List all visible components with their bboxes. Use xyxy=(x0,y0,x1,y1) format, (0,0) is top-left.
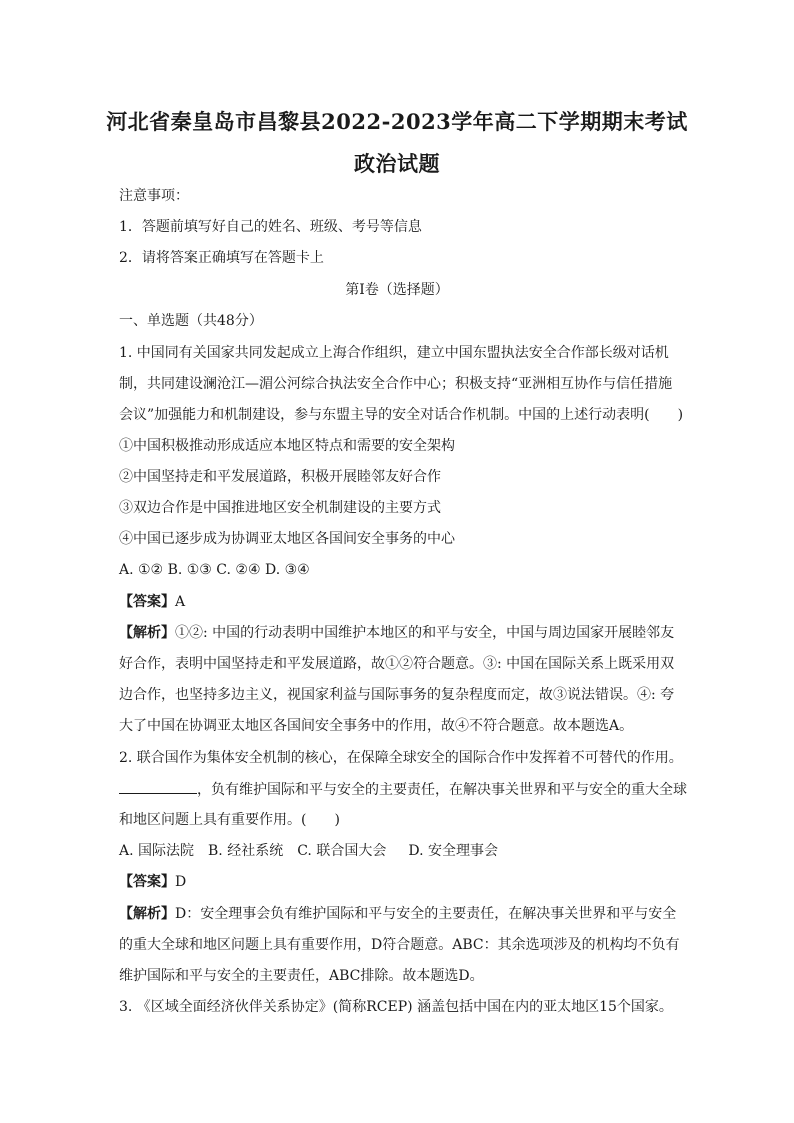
document-title: 河北省秦皇岛市昌黎县2022-2023学年高二下学期期末考试 xyxy=(106,109,688,134)
notice-item-2: 2．请将答案正确填写在答题卡上 xyxy=(119,250,324,266)
q1-options: A. ①② B. ①③ C. ②④ D. ③④ xyxy=(119,562,310,578)
q2-stem-text: ，负有维护国际和平与安全的主要责任，在解决事关世界和平与安全的重大全球 xyxy=(197,782,687,798)
q1-choice-3: ③双边合作是中国推进地区安全机制建设的主要方式 xyxy=(119,500,441,516)
analysis-text: ①②: 中国的行动表明中国维护本地区的和平与安全，中国与周边国家开展睦邻友 xyxy=(175,625,675,641)
answer-tag: 【答案】 xyxy=(119,594,175,610)
q2-stem-line-2 xyxy=(119,779,689,800)
q1-analysis-line-1 xyxy=(119,623,689,643)
q1-analysis-line-2: 好合作，表明中国坚持走和平发展道路，故①②符合题意。③: 中国在国际关系上既采用双 xyxy=(119,656,675,672)
fill-in-blank xyxy=(119,779,197,794)
analysis-tag: 【解析】 xyxy=(119,625,175,641)
q3-stem-line-1: 3. 《区域全面经济伙伴关系协定》(简称RCEP) 涵盖包括中国在内的亚太地区15个国家。 xyxy=(119,999,673,1015)
q2-option-a: A. 国际法院 xyxy=(119,843,195,859)
notice-heading: 注意事项： xyxy=(119,188,189,204)
q1-choice-1: ①中国积极推动形成适应本地区特点和需要的安全架构 xyxy=(119,438,455,454)
answer-value: D xyxy=(175,874,187,890)
q1-stem-line-1: 1. 中国同有关国家共同发起成立上海合作组织，建立中国东盟执法安全合作部长级对话机 xyxy=(119,345,669,361)
q2-analysis-line-3: 维护国际和平与安全的主要责任，ABC排除。故本题选D。 xyxy=(119,968,484,984)
q1-analysis-line-4: 大了中国在协调亚太地区各国间安全事务中的作用，故④不符合题意。故本题选A。 xyxy=(119,718,634,734)
answer-value: A xyxy=(175,594,186,610)
q2-stem-line-1: 2. 联合国作为集体安全机制的核心，在保障全球安全的国际合作中发挥着不可替代的作用。 xyxy=(119,750,683,766)
q2-option-c: C. 联合国大会 xyxy=(297,843,387,859)
q2-option-b: B. 经社系统 xyxy=(208,843,284,859)
q1-answer xyxy=(119,592,689,612)
q2-option-d: D. 安全理事会 xyxy=(408,843,498,859)
section-heading: 一、单选题（共48分） xyxy=(119,313,263,329)
q1-analysis-line-3: 边合作，也坚持多边主义，视国家利益与国际事务的复杂程度而定，故③说法错误。④: 夸 xyxy=(119,687,675,703)
analysis-tag: 【解析】 xyxy=(119,906,175,922)
q2-analysis-line-1 xyxy=(119,904,689,924)
document-subtitle: 政治试题 xyxy=(354,151,440,176)
q1-stem-line-2: 制，共同建设澜沧江—湄公河综合执法安全合作中心；积极支持“亚洲相互协作与信任措施 xyxy=(119,376,673,392)
q2-analysis-line-2: 的重大全球和地区问题上具有重要作用，D符合题意。ABC：其余选项涉及的机构均不负有 xyxy=(119,937,680,953)
q1-stem-line-3: 会议”加强能力和机制建设，参与东盟主导的安全对话合作机制。中国的上述行动表明( ) xyxy=(119,407,684,423)
notice-item-1: 1．答题前填写好自己的姓名、班级、考号等信息 xyxy=(119,219,422,235)
q2-stem-line-3: 和地区问题上具有重要作用。( ) xyxy=(119,812,340,828)
q2-options xyxy=(119,841,689,861)
q1-choice-4: ④中国已逐步成为协调亚太地区各国间安全事务的中心 xyxy=(119,531,455,547)
answer-tag: 【答案】 xyxy=(119,874,175,890)
part-label: 第I卷（选择题） xyxy=(345,282,449,298)
q1-choice-2: ②中国坚持走和平发展道路，积极开展睦邻友好合作 xyxy=(119,469,441,485)
analysis-text: D：安全理事会负有维护国际和平与安全的主要责任，在解决事关世界和平与安全 xyxy=(175,906,677,922)
q2-answer xyxy=(119,872,689,892)
